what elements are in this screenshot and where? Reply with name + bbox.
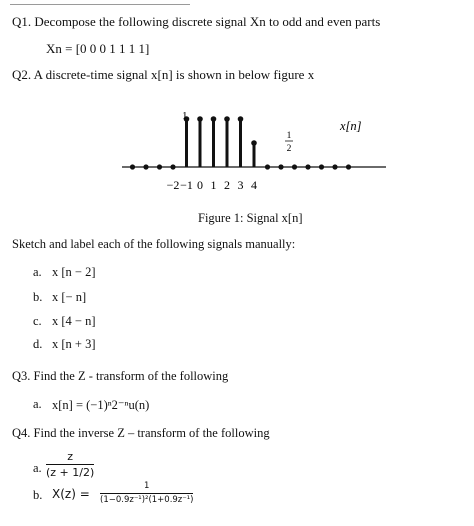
- tick-labels: [167, 178, 257, 192]
- zero-sample-dot: [265, 164, 270, 169]
- q4-title: Q4. Find the inverse Z – transform of the following: [12, 426, 270, 440]
- signal-stems: [184, 116, 257, 167]
- stem-marker: [251, 140, 257, 146]
- zero-sample-dot: [346, 164, 351, 169]
- q3-a-letter: a.: [33, 397, 42, 411]
- item-c-text: x [4 − n]: [52, 314, 96, 328]
- zero-sample-dot: [332, 164, 337, 169]
- q1-signal: Xn = [0 0 0 1 1 1 1]: [46, 41, 150, 56]
- tick-label: 3: [237, 178, 244, 192]
- tick-label: 2: [224, 178, 230, 192]
- half-label-den: 2: [286, 144, 292, 154]
- half-label-num: 1: [286, 131, 292, 141]
- q4-a-letter: a.: [33, 461, 42, 475]
- item-a-letter: a.: [33, 265, 42, 279]
- q3-title: Q3. Find the Z - transform of the following: [12, 369, 229, 383]
- stem-marker: [197, 116, 203, 122]
- q4-a-fraction: [46, 451, 94, 478]
- q1-title: Q1. Decompose the following discrete signal Xn to odd and even parts: [12, 14, 381, 29]
- signal-label: x[n]: [340, 119, 362, 133]
- zero-sample-dot: [292, 164, 297, 169]
- item-c-letter: c.: [33, 314, 42, 328]
- tick-label: 0: [197, 178, 203, 192]
- q4-b-lhs: X(z) =: [52, 487, 90, 501]
- zero-sample-dot: [157, 164, 162, 169]
- q2-title: Q2. A discrete-time signal x[n] is shown in below figure x: [12, 67, 315, 82]
- tick-label: 1: [210, 178, 217, 192]
- item-d-text: x [n + 3]: [52, 337, 96, 351]
- q2-instruction: Sketch and label each of the following signals manually:: [12, 237, 296, 251]
- peak-label: 1: [182, 110, 188, 122]
- q4-b-fraction: [100, 482, 193, 504]
- q4-b-numerator: 1: [144, 481, 150, 491]
- q4-a-numerator: z: [67, 450, 74, 463]
- q4-b-letter: b.: [33, 488, 43, 502]
- item-d-letter: d.: [33, 337, 43, 351]
- figure-caption: Figure 1: Signal x[n]: [198, 211, 303, 225]
- stem-marker: [224, 116, 230, 122]
- stem-marker: [238, 116, 244, 122]
- zero-sample-dot: [278, 164, 283, 169]
- q4-a-fraction-bar: [46, 464, 94, 465]
- tick-label: 4: [251, 178, 257, 192]
- top-divider: [10, 4, 190, 5]
- zero-sample-dot: [170, 164, 175, 169]
- zero-sample-dot: [305, 164, 310, 169]
- zero-sample-dot: [143, 164, 148, 169]
- q4-a-denominator: (z + 1/2): [46, 466, 95, 479]
- item-b-letter: b.: [33, 290, 43, 304]
- zero-sample-dot: [130, 164, 135, 169]
- item-b-text: x [− n]: [52, 290, 87, 304]
- signal-figure: [0, 100, 474, 200]
- item-a-text: x [n − 2]: [52, 265, 96, 279]
- q3-a-expression: x[n] = (−1)ⁿ2⁻ⁿu(n): [52, 398, 150, 412]
- tick-label: −1: [180, 178, 193, 192]
- q4-b-fraction-bar: [100, 493, 193, 494]
- stem-marker: [211, 116, 217, 122]
- tick-label: −2: [166, 178, 180, 192]
- q4-b-denominator: (1−0.9z⁻¹)²(1+0.9z⁻¹): [100, 494, 194, 505]
- zero-sample-dot: [319, 164, 324, 169]
